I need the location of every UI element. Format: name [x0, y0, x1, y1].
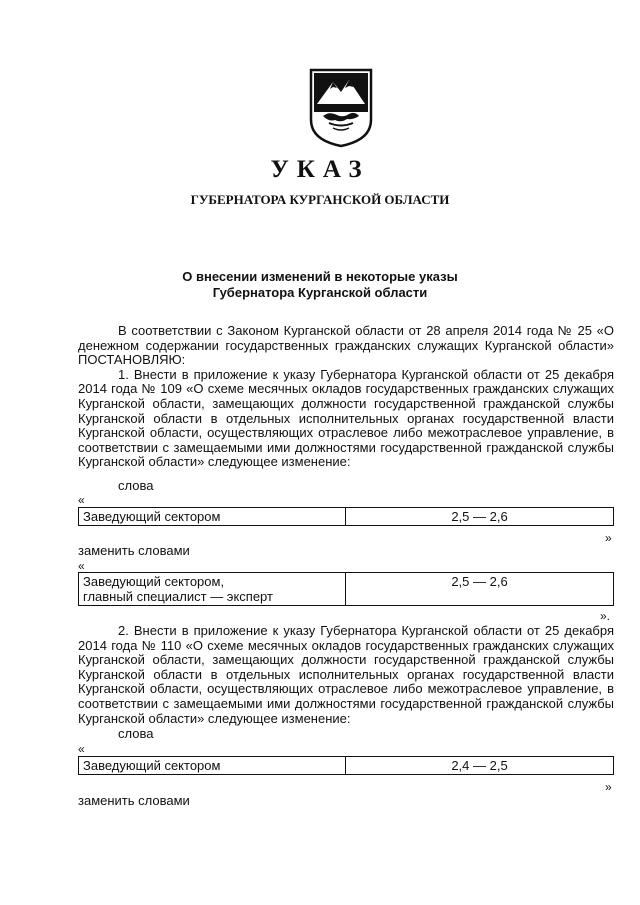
item-1-replace-label: заменить словами: [78, 543, 190, 558]
item-2-block: [78, 624, 614, 726]
position-cell: Заведующий сектором: [79, 508, 346, 526]
document-title: УКАЗ: [270, 156, 370, 183]
position-line-1: Заведующий сектором,: [83, 574, 225, 589]
position-cell: [79, 573, 346, 606]
item-2-old-open-quote: «: [78, 742, 85, 756]
item-1-new-open-quote: «: [78, 559, 85, 573]
heading-line-2: Губернатора Курганской области: [212, 285, 428, 300]
heading-line-1: О внесении изменений в некоторые указы: [182, 269, 458, 284]
item-1-words-label: слова: [118, 478, 154, 493]
position-cell: Заведующий сектором: [79, 757, 346, 775]
item-1-old-table: [78, 507, 614, 526]
salary-coefficient-cell: 2,5 — 2,6: [346, 573, 614, 606]
item-1-new-table: [78, 572, 614, 606]
item-2-old-table: [78, 756, 614, 775]
item-1-final-close-quote: ».: [600, 609, 611, 623]
table-row: [79, 508, 614, 526]
item-1-old-open-quote: «: [78, 493, 85, 507]
item-2-paragraph: 2. Внести в приложение к указу Губернатора Курганской области от 25 декабря 2014 года № 110 «О схеме месячных окладов государственных гражданских служащих Курганской области, замещающих должности государственной гражданской службы Курганской области в отдельных исполнительных органах государственной власти Курганской области, осуществляющих отраслевое либо межотраслевое управление, в соответствии с замещаемыми ими должностями государственной гражданской службы Курганской области» следующее изменение:: [78, 623, 614, 726]
table-row: [79, 757, 614, 775]
item-2-words-label: слова: [118, 726, 154, 741]
table-row: [79, 573, 614, 606]
item-2-old-close-quote: »: [605, 780, 612, 794]
item-1-paragraph: 1. Внести в приложение к указу Губернатора Курганской области от 25 декабря 2014 года № 109 «О схеме месячных окладов государственных гражданских служащих Курганской области, замещающих должности государственной гражданской службы Курганской области в отдельных исполнительных органах государственной власти Курганской области, осуществляющих отраслевое либо межотраслевое управление, в соответствии с замещаемыми ими должностями государственной гражданской службы Курганской области» следующее изменение:: [78, 366, 614, 470]
salary-coefficient-cell: 2,4 — 2,5: [346, 757, 614, 775]
decree-heading: [0, 269, 640, 301]
document-subtitle: ГУБЕРНАТОРА КУРГАНСКОЙ ОБЛАСТИ: [190, 192, 450, 207]
position-line-2: главный специалист — эксперт: [83, 589, 273, 604]
preamble-paragraph: В соответствии с Законом Курганской области от 28 апреля 2014 года № 25 «О денежном содержании государственных гражданских служащих Курганской области» ПОСТАНОВЛЯЮ:: [78, 323, 614, 368]
salary-coefficient-cell: 2,5 — 2,6: [346, 508, 614, 526]
coat-of-arms-icon: [309, 68, 373, 148]
preamble-block: [78, 324, 614, 470]
item-2-replace-label: заменить словами: [78, 793, 190, 808]
item-1-old-close-quote: »: [605, 531, 612, 545]
